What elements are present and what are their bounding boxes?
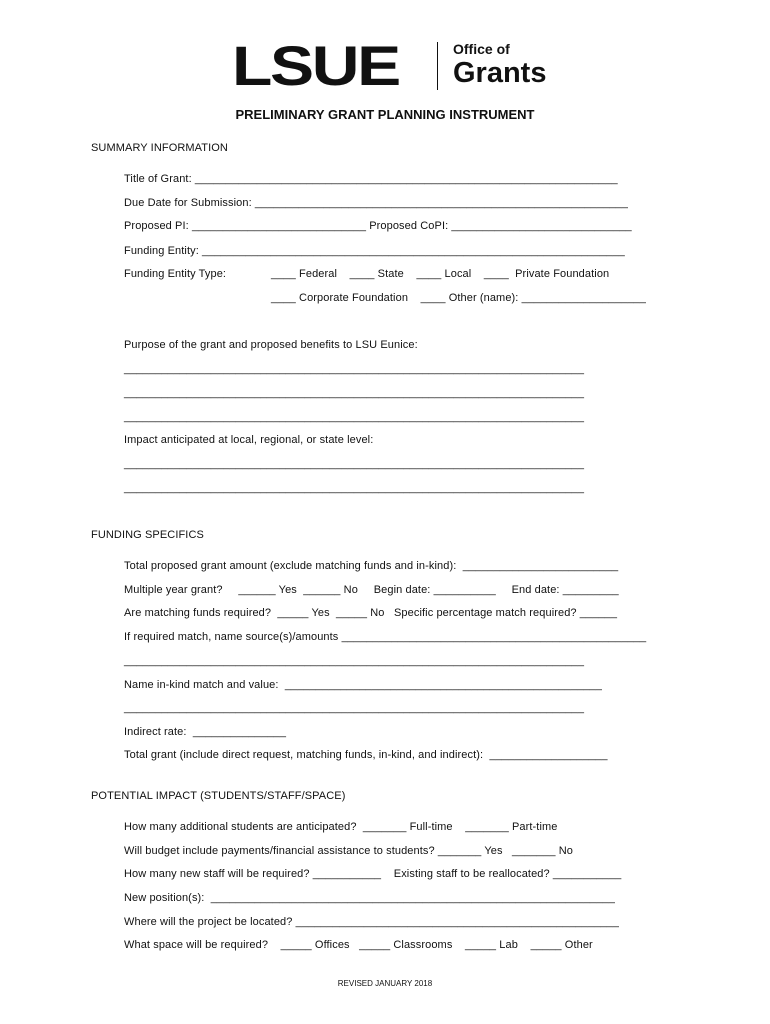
section-funding-heading: FUNDING SPECIFICS	[91, 529, 204, 541]
proposed-pi-field[interactable]: Proposed PI: ____________________________ Proposed CoPI: _____________________________	[124, 220, 632, 232]
funding-entity-type-options-row2[interactable]: ____ Corporate Foundation ____ Other (name): ____________________	[271, 292, 646, 304]
multiple-year-field[interactable]: Multiple year grant? ______ Yes ______ No Begin date: __________ End date: _________	[124, 584, 619, 596]
inkind-match-line[interactable]: __________________________________________________________________________	[124, 702, 585, 714]
total-grant-field[interactable]: Total grant (include direct request, matching funds, in-kind, and indirect): ___________________	[124, 749, 608, 761]
logo-grants: Grants	[453, 57, 547, 89]
section-summary-heading: SUMMARY INFORMATION	[91, 142, 228, 154]
logo-office-of: Office of	[453, 41, 510, 57]
new-positions-field[interactable]: New position(s): _________________________________________________________________	[124, 892, 615, 904]
page-title: PRELIMINARY GRANT PLANNING INSTRUMENT	[235, 107, 535, 122]
total-proposed-field[interactable]: Total proposed grant amount (exclude matching funds and in-kind): _________________________	[124, 560, 619, 572]
due-date-field[interactable]: Due Date for Submission: ____________________________________________________________	[124, 197, 628, 209]
required-match-line[interactable]: __________________________________________________________________________	[124, 655, 585, 667]
additional-students-field[interactable]: How many additional students are anticipated? _______ Full-time _______ Part-time	[124, 821, 558, 833]
title-of-grant-field[interactable]: Title of Grant: ____________________________________________________________________	[124, 173, 618, 185]
budget-payments-field[interactable]: Will budget include payments/financial assistance to students? _______ Yes _______ No	[124, 845, 573, 857]
purpose-label: Purpose of the grant and proposed benefits to LSU Eunice:	[124, 339, 418, 351]
revision-footer: REVISED JANUARY 2018	[337, 979, 433, 988]
required-match-field[interactable]: If required match, name source(s)/amounts _________________________________________________	[124, 631, 647, 643]
purpose-line-3[interactable]: __________________________________________________________________________	[124, 411, 585, 423]
impact-line-1[interactable]: __________________________________________________________________________	[124, 458, 585, 470]
impact-line-2[interactable]: __________________________________________________________________________	[124, 482, 585, 494]
funding-entity-field[interactable]: Funding Entity: ____________________________________________________________________	[124, 245, 625, 257]
lsue-logo: LSUE	[232, 34, 399, 97]
indirect-rate-field[interactable]: Indirect rate: _______________	[124, 726, 287, 738]
matching-required-field[interactable]: Are matching funds required? _____ Yes _____ No Specific percentage match required? ______	[124, 607, 618, 619]
section-impact-heading: POTENTIAL IMPACT (STUDENTS/STAFF/SPACE)	[91, 790, 346, 802]
new-staff-field[interactable]: How many new staff will be required? ___________ Existing staff to be reallocated? ___________	[124, 868, 622, 880]
purpose-line-2[interactable]: __________________________________________________________________________	[124, 387, 585, 399]
purpose-line-1[interactable]: __________________________________________________________________________	[124, 363, 585, 375]
inkind-match-field[interactable]: Name in-kind match and value: ___________________________________________________	[124, 679, 602, 691]
space-required-field[interactable]: What space will be required? _____ Offices _____ Classrooms _____ Lab _____ Other	[124, 939, 593, 951]
project-location-field[interactable]: Where will the project be located? ____________________________________________________	[124, 916, 619, 928]
funding-entity-type-options-row1[interactable]: ____ Federal ____ State ____ Local ____ Private Foundation	[271, 268, 610, 280]
funding-entity-type-label: Funding Entity Type:	[124, 268, 227, 280]
logo-divider	[437, 42, 438, 90]
impact-label: Impact anticipated at local, regional, or state level:	[124, 434, 374, 446]
